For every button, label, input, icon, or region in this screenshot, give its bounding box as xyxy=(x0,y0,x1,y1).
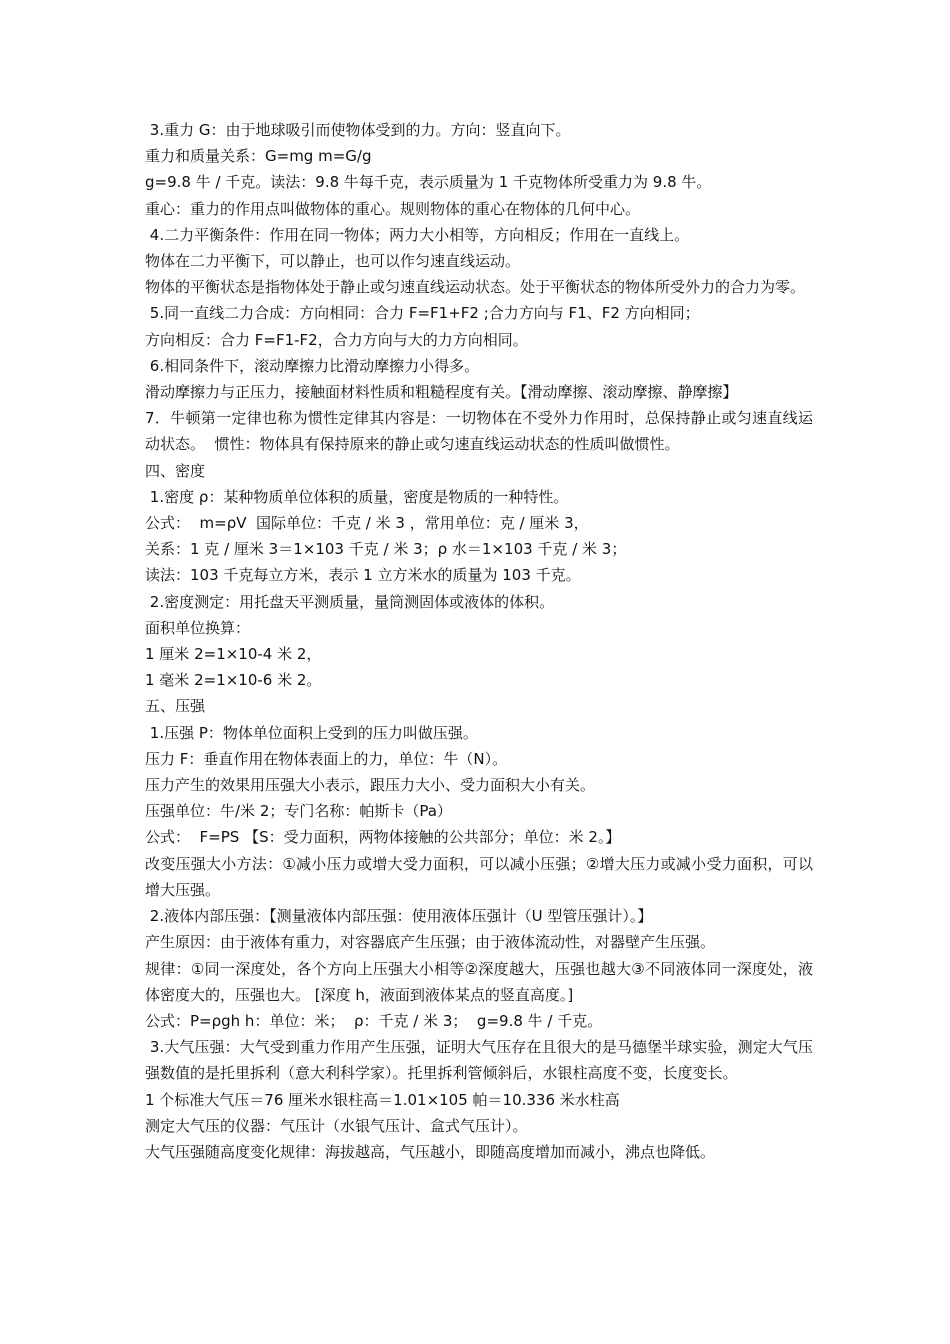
text-line: 3.大气压强：大气受到重力作用产生压强，证明大气压存在且很大的是马德堡半球实验，测定大气压强数值的是托里拆利（意大利科学家）。托里拆利管倾斜后，水银柱高度不变，长度变长。 xyxy=(145,1038,813,1083)
text-line: 面积单位换算： xyxy=(145,618,251,637)
text-line: 1 个标准大气压＝76 厘米水银柱高＝1.01×105 帕＝10.336 米水柱高 xyxy=(145,1090,620,1109)
text-line: 重心：重力的作用点叫做物体的重心。规则物体的重心在物体的几何中心。 xyxy=(145,199,641,218)
text-line: 物体的平衡状态是指物体处于静止或匀速直线运动状态。处于平衡状态的物体所受外力的合力为零。 xyxy=(145,278,806,297)
text-line: 大气压强随高度变化规律：海拔越高，气压越小，即随高度增加而减小，沸点也降低。 xyxy=(145,1142,716,1161)
text-line: 压强单位：牛/米 2；专门名称：帕斯卡（Pa） xyxy=(145,802,452,821)
document-page xyxy=(145,117,813,1165)
text-line: 测定大气压的仪器：气压计（水银气压计、盒式气压计）。 xyxy=(145,1116,528,1135)
text-line: 3.重力 G：由于地球吸引而使物体受到的力。方向：竖直向下。 xyxy=(145,121,571,139)
text-line: 重力和质量关系：G=mg m=G/g xyxy=(145,147,372,166)
section-heading: 五、压强 xyxy=(145,697,206,716)
text-line: 产生原因：由于液体有重力，对容器底产生压强；由于液体流动性，对器壁产生压强。 xyxy=(145,933,716,952)
text-line: 公式： F=PS 【S：受力面积，两物体接触的公共部分；单位：米 2。】 xyxy=(145,828,621,847)
text-line: 1 厘米 2=1×10-4 米 2， xyxy=(145,645,322,664)
text-line: 2.密度测定：用托盘天平测质量，量筒测固体或液体的体积。 xyxy=(145,592,555,611)
text-line: 1.密度 ρ：某种物质单位体积的质量，密度是物质的一种特性。 xyxy=(145,487,569,506)
text-line: g=9.8 牛 / 千克。读法：9.8 牛每千克，表示质量为 1 千克物体所受重力为 9.8 牛。 xyxy=(145,173,712,192)
text-line: 压力 F：垂直作用在物体表面上的力，单位：牛（N）。 xyxy=(145,749,508,768)
text-line: 滑动摩擦力与正压力，接触面材料性质和粗糙程度有关。【滑动摩擦、滚动摩擦、静摩擦】 xyxy=(145,383,738,402)
text-line: 关系：1 克 / 厘米 3＝1×103 千克 / 米 3；ρ 水＝1×103 千克 / 米 3； xyxy=(145,540,627,559)
text-line: 压力产生的效果用压强大小表示，跟压力大小、受力面积大小有关。 xyxy=(145,776,596,795)
text-line: 公式：P=ρgh h：单位：米； ρ：千克 / 米 3； g=9.8 牛 / 千克。 xyxy=(145,1011,603,1030)
text-line: 规律：①同一深度处，各个方向上压强大小相等②深度越大，压强也越大③不同液体同一深度处，液体密度大的，压强也大。 [深度 h，液面到液体某点的竖直高度。] xyxy=(145,959,813,1004)
text-line: 1.压强 P：物体单位面积上受到的压力叫做压强。 xyxy=(145,723,478,742)
text-line: 5.同一直线二力合成：方向相同：合力 F=F1+F2 ;合力方向与 F1、F2 方向相同； xyxy=(145,304,700,323)
text-line: 物体在二力平衡下，可以静止，也可以作匀速直线运动。 xyxy=(145,252,521,271)
text-line: 7．牛顿第一定律也称为惯性定律其内容是：一切物体在不受外力作用时，总保持静止或匀速直线运动状态。 惯性：物体具有保持原来的静止或匀速直线运动状态的性质叫做惯性。 xyxy=(145,409,813,454)
text-line: 1 毫米 2=1×10-6 米 2。 xyxy=(145,671,322,690)
text-line: 改变压强大小方法：①减小压力或增大受力面积，可以减小压强；②增大压力或减小受力面积，可以增大压强。 xyxy=(145,854,813,899)
text-line: 2.液体内部压强：【测量液体内部压强：使用液体压强计（U 型管压强计）。】 xyxy=(145,907,653,926)
text-line: 6.相同条件下，滚动摩擦力比滑动摩擦力小得多。 xyxy=(145,356,480,375)
text-line: 公式： m=ρV 国际单位：千克 / 米 3 ，常用单位：克 / 厘米 3， xyxy=(145,514,589,533)
section-heading: 四、密度 xyxy=(145,461,206,480)
text-line: 读法：103 千克每立方米，表示 1 立方米水的质量为 103 千克。 xyxy=(145,566,581,585)
text-line: 4.二力平衡条件：作用在同一物体；两力大小相等，方向相反；作用在一直线上。 xyxy=(145,225,690,244)
text-line: 方向相反：合力 F=F1-F2，合力方向与大的力方向相同。 xyxy=(145,330,528,349)
